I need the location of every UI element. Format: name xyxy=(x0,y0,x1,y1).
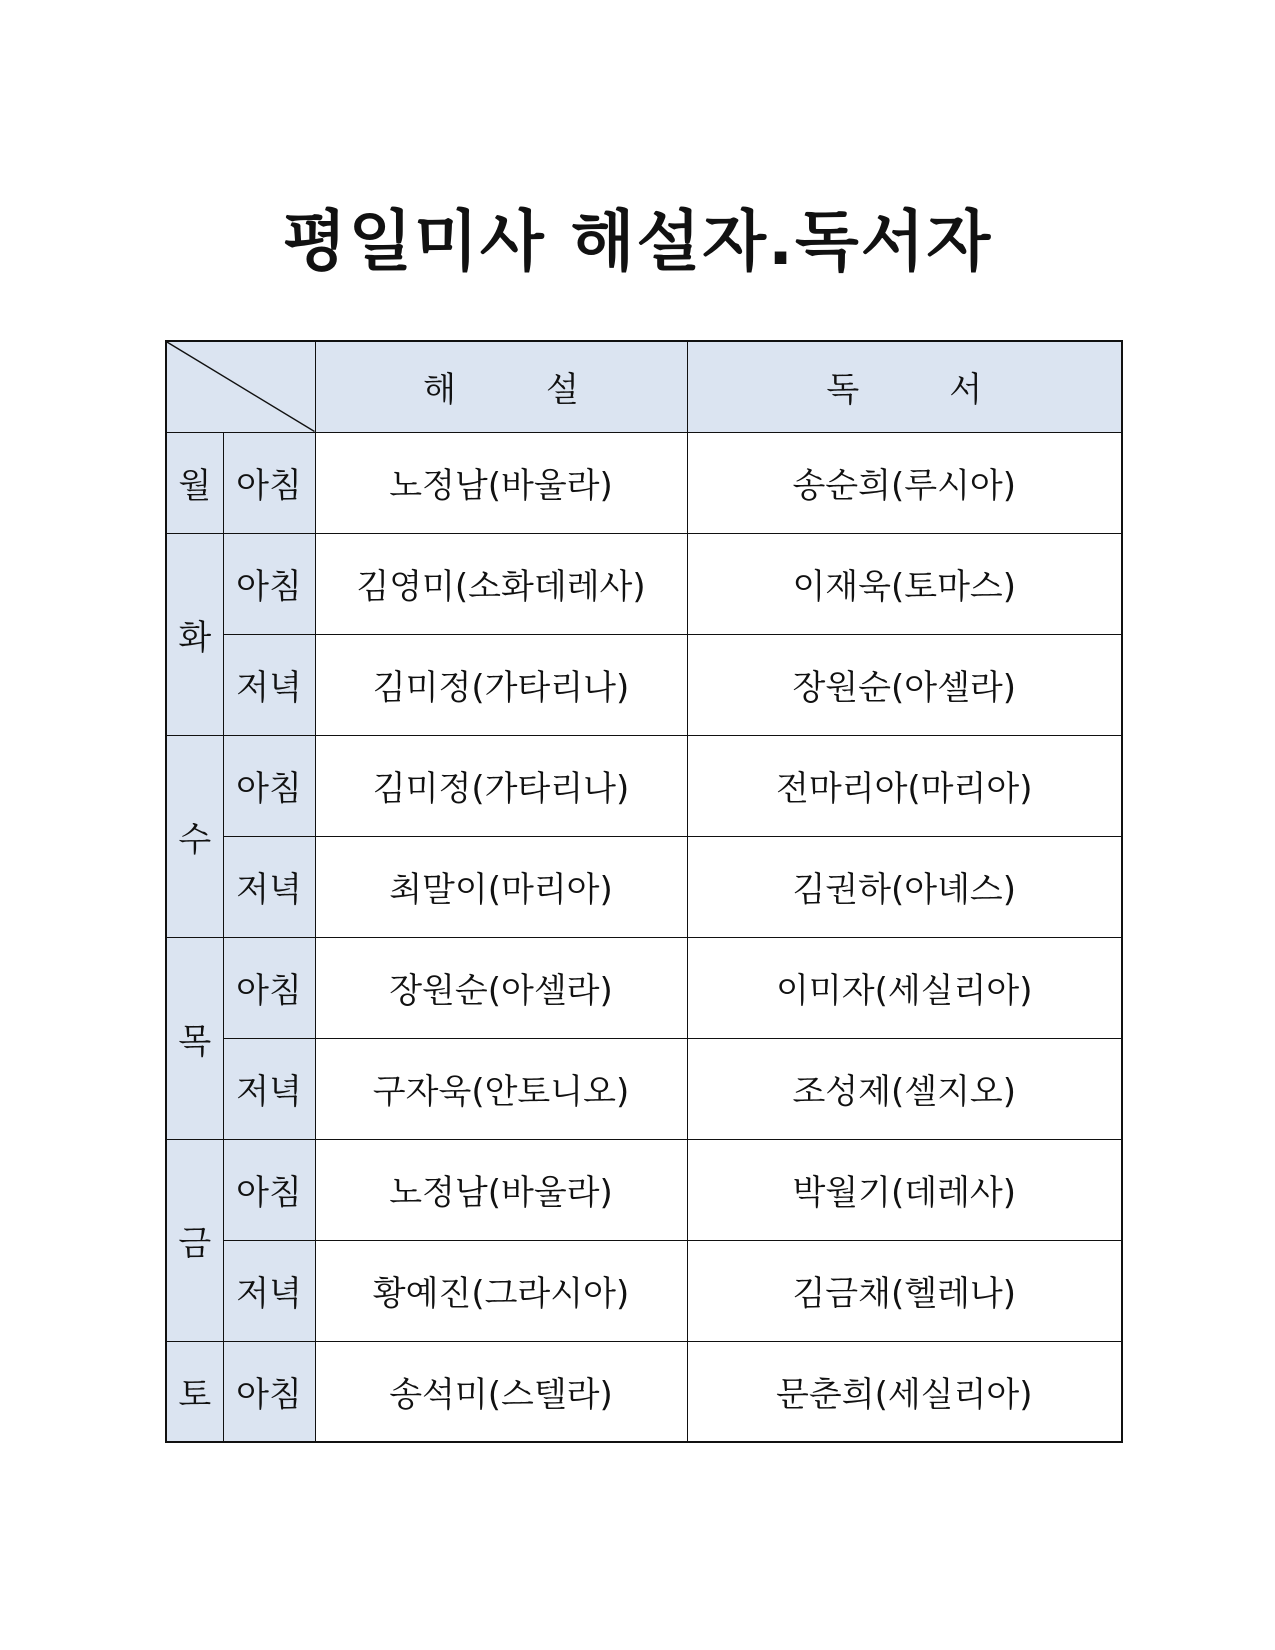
reading-cell: 조성제(셀지오) xyxy=(687,1038,1122,1139)
table-row xyxy=(166,634,1122,735)
header-row xyxy=(166,341,1122,432)
reading-cell: 문춘희(세실리아) xyxy=(687,1341,1122,1442)
period-cell: 아침 xyxy=(223,1341,315,1442)
header-reading: 독 서 xyxy=(687,341,1122,432)
reading-cell: 박월기(데레사) xyxy=(687,1139,1122,1240)
header-commentary: 해 설 xyxy=(315,341,687,432)
reading-cell: 이미자(세실리아) xyxy=(687,937,1122,1038)
schedule-table xyxy=(165,340,1123,1443)
day-cell: 토 xyxy=(166,1341,223,1442)
page-title: 평일미사 해설자.독서자 xyxy=(282,203,993,280)
day-cell: 월 xyxy=(166,432,223,533)
day-cell: 목 xyxy=(166,937,223,1139)
commentary-cell: 노정남(바울라) xyxy=(315,432,687,533)
commentary-cell: 황예진(그라시아) xyxy=(315,1240,687,1341)
day-cell: 화 xyxy=(166,533,223,735)
reading-cell: 전마리아(마리아) xyxy=(687,735,1122,836)
reading-cell: 장원순(아셀라) xyxy=(687,634,1122,735)
period-cell: 아침 xyxy=(223,432,315,533)
commentary-cell: 노정남(바울라) xyxy=(315,1139,687,1240)
commentary-cell: 김영미(소화데레사) xyxy=(315,533,687,634)
period-cell: 저녁 xyxy=(223,1240,315,1341)
commentary-cell: 송석미(스텔라) xyxy=(315,1341,687,1442)
table-row xyxy=(166,1038,1122,1139)
period-cell: 저녁 xyxy=(223,836,315,937)
table-row xyxy=(166,735,1122,836)
table-row xyxy=(166,1139,1122,1240)
diagonal-line xyxy=(167,342,315,432)
reading-cell: 송순희(루시아) xyxy=(687,432,1122,533)
reading-cell: 이재욱(토마스) xyxy=(687,533,1122,634)
period-cell: 저녁 xyxy=(223,634,315,735)
table-row xyxy=(166,1240,1122,1341)
reading-cell: 김금채(헬레나) xyxy=(687,1240,1122,1341)
period-cell: 저녁 xyxy=(223,1038,315,1139)
corner-cell xyxy=(166,341,315,432)
commentary-cell: 장원순(아셀라) xyxy=(315,937,687,1038)
commentary-cell: 최말이(마리아) xyxy=(315,836,687,937)
table-row xyxy=(166,1341,1122,1442)
commentary-cell: 구자욱(안토니오) xyxy=(315,1038,687,1139)
table-row xyxy=(166,432,1122,533)
table-row xyxy=(166,533,1122,634)
period-cell: 아침 xyxy=(223,1139,315,1240)
period-cell: 아침 xyxy=(223,533,315,634)
period-cell: 아침 xyxy=(223,937,315,1038)
table-row xyxy=(166,937,1122,1038)
period-cell: 아침 xyxy=(223,735,315,836)
commentary-cell: 김미정(가타리나) xyxy=(315,735,687,836)
table-row xyxy=(166,836,1122,937)
day-cell: 수 xyxy=(166,735,223,937)
reading-cell: 김권하(아녜스) xyxy=(687,836,1122,937)
day-cell: 금 xyxy=(166,1139,223,1341)
commentary-cell: 김미정(가타리나) xyxy=(315,634,687,735)
